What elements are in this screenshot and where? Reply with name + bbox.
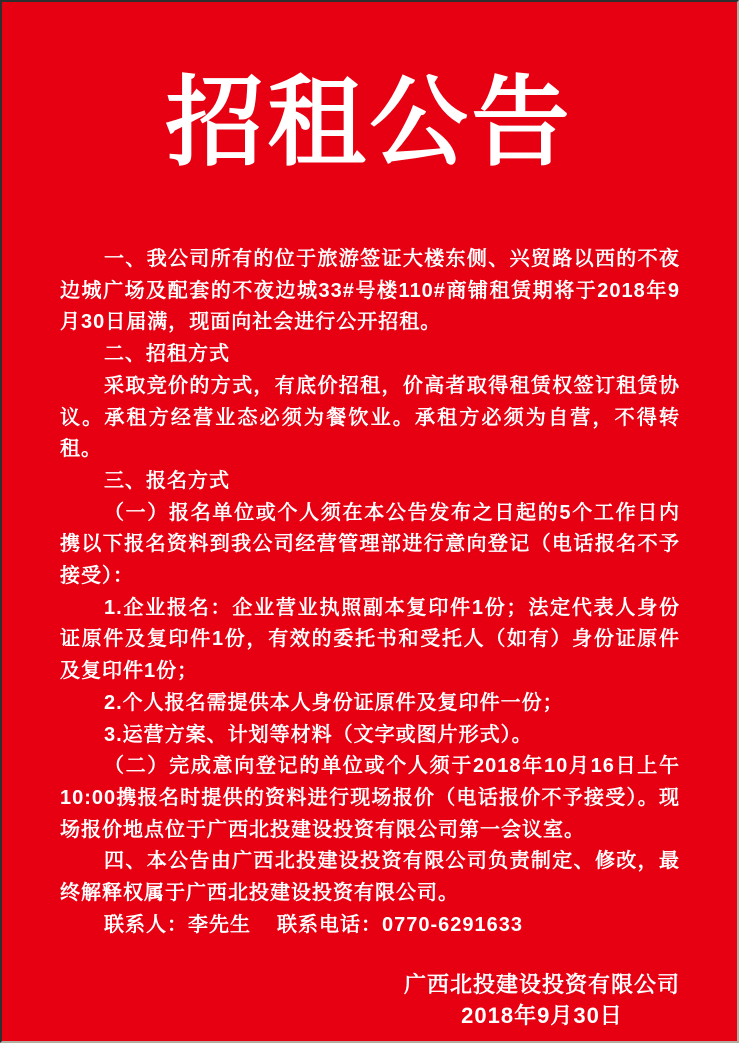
notice-paragraph-bidding: （二）完成意向登记的单位或个人须于2018年10月16日上午10:00携报名时提供的资料进行现场报价（电话报价不予接受）。现场报价地点位于广西北投建设投资有限公司第一会议室。	[60, 755, 680, 841]
notice-item-operation-plan: 3.运营方案、计划等材料（文字或图片形式）。	[104, 723, 533, 746]
notice-paragraph-registration: （一）报名单位或个人须在本公告发布之日起的5个工作日内携以下报名资料到我公司经营管理部进行意向登记（电话报名不予接受）：	[60, 501, 680, 588]
notice-item-individual-registration: 2.个人报名需提供本人身份证原件及复印件一份；	[104, 691, 564, 714]
signature-block	[404, 969, 680, 1031]
signature-date: 2018年9月30日	[461, 1003, 623, 1029]
contact-line	[60, 910, 680, 942]
notice-heading-registration-method: 三、报名方式	[104, 469, 230, 492]
notice-body	[60, 244, 680, 941]
contact-phone-label: 联系电话：	[277, 913, 382, 936]
notice-paragraph-interpretation: 四、本公告由广西北投建设投资有限公司负责制定、修改，最终解释权属于广西北投建设投资有限公司。	[60, 850, 680, 905]
contact-person-label: 联系人：	[104, 913, 188, 936]
contact-phone: 0770-6291633	[382, 913, 524, 936]
contact-person: 李先生	[188, 913, 251, 936]
notice-paragraph-rental-method: 采取竞价的方式，有底价招租，价高者取得租赁权签订租赁协议。承租方经营业态必须为餐饮业。承租方必须为自营，不得转租。	[60, 374, 680, 461]
notice-paragraph-1: 一、我公司所有的位于旅游签证大楼东侧、兴贸路以西的不夜边城广场及配套的不夜边城33#号楼110#商铺租赁期将于2018年9月30日届满，现面向社会进行公开招租。	[60, 248, 680, 334]
poster-title: 招租公告	[165, 70, 574, 178]
signature-company: 广西北投建设投资有限公司	[403, 972, 680, 998]
notice-item-company-registration: 1.企业报名：企业营业执照副本复印件1份；法定代表人身份证原件及复印件1份，有效的委托书和受托人（如有）身份证原件及复印件1份；	[60, 596, 680, 683]
notice-heading-rental-method: 二、招租方式	[104, 343, 230, 366]
